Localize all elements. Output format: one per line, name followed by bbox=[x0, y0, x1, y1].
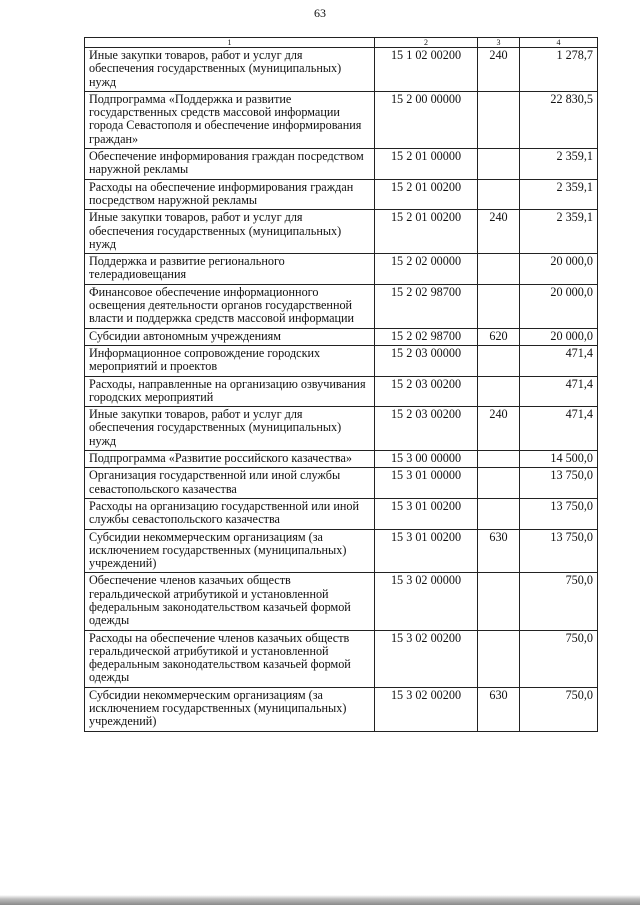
row-kind: 630 bbox=[478, 687, 520, 731]
row-name: Иные закупки товаров, работ и услуг для обеспечения государственных (муниципальных) нужд bbox=[85, 210, 375, 254]
row-code: 15 3 01 00200 bbox=[375, 529, 478, 573]
row-code: 15 1 02 00200 bbox=[375, 48, 478, 92]
row-kind bbox=[478, 376, 520, 407]
row-kind bbox=[478, 284, 520, 328]
row-code: 15 2 02 98700 bbox=[375, 328, 478, 345]
row-code: 15 2 00 00000 bbox=[375, 91, 478, 148]
row-code: 15 2 01 00200 bbox=[375, 179, 478, 210]
row-code: 15 3 02 00000 bbox=[375, 573, 478, 630]
row-code: 15 3 02 00200 bbox=[375, 687, 478, 731]
row-amount: 1 278,7 bbox=[520, 48, 598, 92]
row-code: 15 2 02 98700 bbox=[375, 284, 478, 328]
row-code: 15 3 01 00000 bbox=[375, 468, 478, 499]
table-row bbox=[85, 210, 598, 254]
row-amount: 750,0 bbox=[520, 687, 598, 731]
table-row bbox=[85, 91, 598, 148]
row-name: Подпрограмма «Развитие российского казачества» bbox=[85, 451, 375, 468]
table-row bbox=[85, 328, 598, 345]
row-name: Организация государственной или иной службы севастопольского казачества bbox=[85, 468, 375, 499]
row-kind bbox=[478, 498, 520, 529]
table-row bbox=[85, 179, 598, 210]
row-code: 15 2 03 00200 bbox=[375, 376, 478, 407]
table-row bbox=[85, 529, 598, 573]
row-kind bbox=[478, 451, 520, 468]
table-row bbox=[85, 376, 598, 407]
row-code: 15 2 01 00200 bbox=[375, 210, 478, 254]
row-code: 15 2 03 00200 bbox=[375, 407, 478, 451]
table-row bbox=[85, 48, 598, 92]
row-amount: 471,4 bbox=[520, 345, 598, 376]
row-name: Финансовое обеспечение информационного освещения деятельности органов государственной власти и поддержка средств массовой информации bbox=[85, 284, 375, 328]
row-name: Субсидии некоммерческим организациям (за исключением государственных (муниципальных) учреждений) bbox=[85, 529, 375, 573]
row-name: Обеспечение членов казачьих обществ геральдической атрибутикой и установленной федеральным законодательством казачьей формой одежды bbox=[85, 573, 375, 630]
row-name: Подпрограмма «Поддержка и развитие государственных средств массовой информации города Севастополя и обеспечение информирования граждан» bbox=[85, 91, 375, 148]
row-kind: 240 bbox=[478, 407, 520, 451]
row-name: Субсидии некоммерческим организациям (за исключением государственных (муниципальных) учреждений) bbox=[85, 687, 375, 731]
table-row bbox=[85, 149, 598, 180]
row-kind bbox=[478, 91, 520, 148]
row-amount: 2 359,1 bbox=[520, 210, 598, 254]
table-row bbox=[85, 451, 598, 468]
row-code: 15 3 01 00200 bbox=[375, 498, 478, 529]
row-name: Иные закупки товаров, работ и услуг для обеспечения государственных (муниципальных) нужд bbox=[85, 48, 375, 92]
row-name: Информационное сопровождение городских мероприятий и проектов bbox=[85, 345, 375, 376]
column-header-kind: 3 bbox=[478, 38, 520, 48]
table-row bbox=[85, 573, 598, 630]
table-row bbox=[85, 407, 598, 451]
row-name: Обеспечение информирования граждан посредством наружной рекламы bbox=[85, 149, 375, 180]
row-amount: 13 750,0 bbox=[520, 529, 598, 573]
row-amount: 14 500,0 bbox=[520, 451, 598, 468]
table-row bbox=[85, 468, 598, 499]
row-amount: 2 359,1 bbox=[520, 149, 598, 180]
column-header-amount: 4 bbox=[520, 38, 598, 48]
row-kind bbox=[478, 179, 520, 210]
row-name: Расходы, направленные на организацию озвучивания городских мероприятий bbox=[85, 376, 375, 407]
row-name: Расходы на обеспечение информирования граждан посредством наружной рекламы bbox=[85, 179, 375, 210]
table-row bbox=[85, 498, 598, 529]
column-header-name: 1 bbox=[85, 38, 375, 48]
row-code: 15 3 00 00000 bbox=[375, 451, 478, 468]
column-header-code: 2 bbox=[375, 38, 478, 48]
row-code: 15 2 01 00000 bbox=[375, 149, 478, 180]
row-code: 15 2 02 00000 bbox=[375, 254, 478, 285]
row-amount: 20 000,0 bbox=[520, 284, 598, 328]
row-amount: 471,4 bbox=[520, 407, 598, 451]
table-header-row bbox=[85, 38, 598, 48]
row-name: Расходы на организацию государственной или иной службы севастопольского казачества bbox=[85, 498, 375, 529]
row-kind bbox=[478, 149, 520, 180]
page-number: 63 bbox=[314, 6, 326, 20]
row-kind: 240 bbox=[478, 48, 520, 92]
row-amount: 20 000,0 bbox=[520, 328, 598, 345]
row-amount: 13 750,0 bbox=[520, 498, 598, 529]
row-kind: 240 bbox=[478, 210, 520, 254]
row-code: 15 2 03 00000 bbox=[375, 345, 478, 376]
row-code: 15 3 02 00200 bbox=[375, 630, 478, 687]
row-name: Иные закупки товаров, работ и услуг для обеспечения государственных (муниципальных) нужд bbox=[85, 407, 375, 451]
budget-table bbox=[84, 37, 598, 732]
table-row bbox=[85, 345, 598, 376]
row-amount: 13 750,0 bbox=[520, 468, 598, 499]
row-amount: 22 830,5 bbox=[520, 91, 598, 148]
row-kind bbox=[478, 254, 520, 285]
row-kind bbox=[478, 630, 520, 687]
row-amount: 2 359,1 bbox=[520, 179, 598, 210]
row-kind bbox=[478, 468, 520, 499]
table-row bbox=[85, 284, 598, 328]
scan-edge bbox=[0, 895, 640, 905]
row-name: Поддержка и развитие регионального телерадиовещания bbox=[85, 254, 375, 285]
row-kind bbox=[478, 573, 520, 630]
row-amount: 750,0 bbox=[520, 573, 598, 630]
table-row bbox=[85, 254, 598, 285]
row-amount: 20 000,0 bbox=[520, 254, 598, 285]
table-row bbox=[85, 687, 598, 731]
row-name: Расходы на обеспечение членов казачьих обществ геральдической атрибутикой и установленной федеральным законодательством казачьей формой одежды bbox=[85, 630, 375, 687]
row-amount: 471,4 bbox=[520, 376, 598, 407]
row-kind: 620 bbox=[478, 328, 520, 345]
row-amount: 750,0 bbox=[520, 630, 598, 687]
table-row bbox=[85, 630, 598, 687]
row-kind: 630 bbox=[478, 529, 520, 573]
row-kind bbox=[478, 345, 520, 376]
row-name: Субсидии автономным учреждениям bbox=[85, 328, 375, 345]
